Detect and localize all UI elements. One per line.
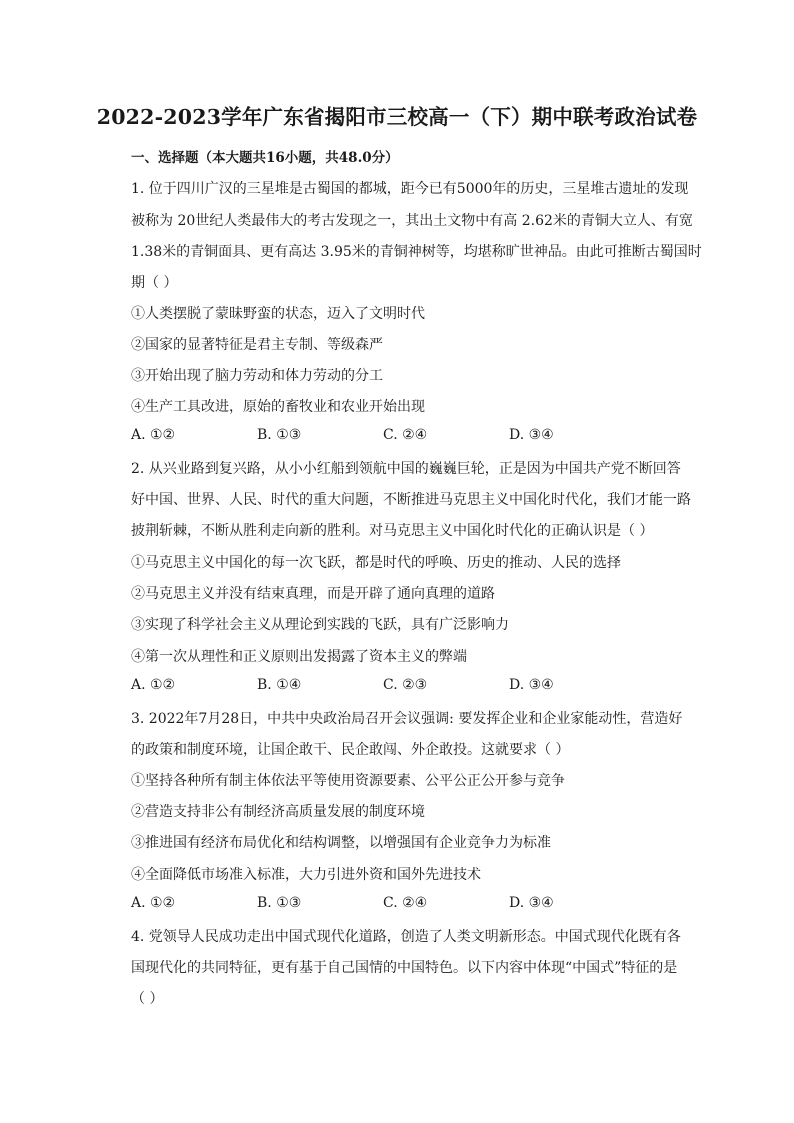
question-2-statement-1: ①马克思主义中国化的每一次飞跃，都是时代的呼唤、历史的推动、人民的选择: [131, 555, 621, 571]
question-2-line-3: 披荆斩棘，不断从胜利走向新的胜利。对马克思主义中国化时代化的正确认识是（ ）: [131, 523, 654, 539]
choice-b[interactable]: B. ①③: [257, 427, 302, 443]
page-title: 2022-2023学年广东省揭阳市三校高一（下）期中联考政治试卷: [96, 105, 698, 129]
question-2-statement-3: ③实现了科学社会主义从理论到实践的飞跃，具有广泛影响力: [131, 617, 509, 633]
question-1-line-1: 1. 位于四川广汉的三星堆是古蜀国的都城，距今已有5000年的历史，三星堆古遗址的发现: [131, 181, 689, 197]
choice-a[interactable]: A. ①②: [131, 895, 176, 911]
choice-d[interactable]: D. ③④: [509, 677, 554, 693]
question-2-line-1: 2. 从兴业路到复兴路，从小小红船到领航中国的巍巍巨轮，正是因为中国共产党不断回答: [131, 461, 681, 477]
choice-d[interactable]: D. ③④: [509, 895, 554, 911]
question-3-line-1: 3. 2022年7月28日，中共中央政治局召开会议强调: 要发挥企业和企业家能动性，营造好: [131, 711, 683, 727]
question-2-choices: [131, 677, 691, 697]
question-1-line-4: 期（ ）: [131, 275, 178, 291]
question-1-statement-4: ④生产工具改进，原始的畜牧业和农业开始出现: [131, 399, 425, 415]
question-1-statement-2: ②国家的显著特征是君主专制、等级森严: [131, 337, 383, 353]
question-4-line-3: （ ）: [131, 991, 164, 1007]
question-1-line-3: 1.38米的青铜面具、更有高达 3.95米的青铜神树等，均堪称旷世神品。由此可推断古蜀国时: [131, 244, 702, 260]
choice-b[interactable]: B. ①④: [257, 677, 302, 693]
question-3-statement-1: ①坚持各种所有制主体依法平等使用资源要素、公平公正公开参与竞争: [131, 773, 565, 789]
question-2-line-2: 好中国、世界、人民、时代的重大问题，不断推进马克思主义中国化时代化，我们才能一路: [131, 492, 691, 508]
question-1-line-2: 被称为 20世纪人类最伟大的考古发现之一，其出土文物中有高 2.62米的青铜大立人、有宽: [131, 213, 693, 229]
choice-c[interactable]: C. ②③: [383, 677, 428, 693]
question-3-statement-3: ③推进国有经济布局优化和结构调整，以增强国有企业竞争力为标准: [131, 835, 551, 851]
question-1-statement-3: ③开始出现了脑力劳动和体力劳动的分工: [131, 368, 383, 384]
choice-b[interactable]: B. ①③: [257, 895, 302, 911]
section-heading: 一、选择题（本大题共16小题，共48.0分）: [131, 150, 399, 166]
question-1-statement-1: ①人类摆脱了蒙昧野蛮的状态，迈入了文明时代: [131, 306, 425, 322]
question-3-statement-2: ②营造支持非公有制经济高质量发展的制度环境: [131, 804, 425, 820]
choice-d[interactable]: D. ③④: [509, 427, 554, 443]
choice-a[interactable]: A. ①②: [131, 677, 176, 693]
question-3-line-2: 的政策和制度环境，让国企敢干、民企敢闯、外企敢投。这就要求（ ）: [131, 742, 570, 758]
choice-c[interactable]: C. ②④: [383, 895, 428, 911]
question-1-choices: [131, 427, 691, 447]
choice-a[interactable]: A. ①②: [131, 427, 176, 443]
question-4-line-1: 4. 党领导人民成功走出中国式现代化道路，创造了人类文明新形态。中国式现代化既有各: [131, 929, 681, 945]
question-3-choices: [131, 895, 691, 915]
question-3-statement-4: ④全面降低市场准入标准，大力引进外资和国外先进技术: [131, 867, 481, 883]
question-2-statement-4: ④第一次从理性和正义原则出发揭露了资本主义的弊端: [131, 649, 467, 665]
question-4-line-2: 国现代化的共同特征，更有基于自己国情的中国特色。以下内容中体现“中国式”特征的是: [131, 960, 678, 976]
question-2-statement-2: ②马克思主义并没有结束真理，而是开辟了通向真理的道路: [131, 586, 495, 602]
choice-c[interactable]: C. ②④: [383, 427, 428, 443]
